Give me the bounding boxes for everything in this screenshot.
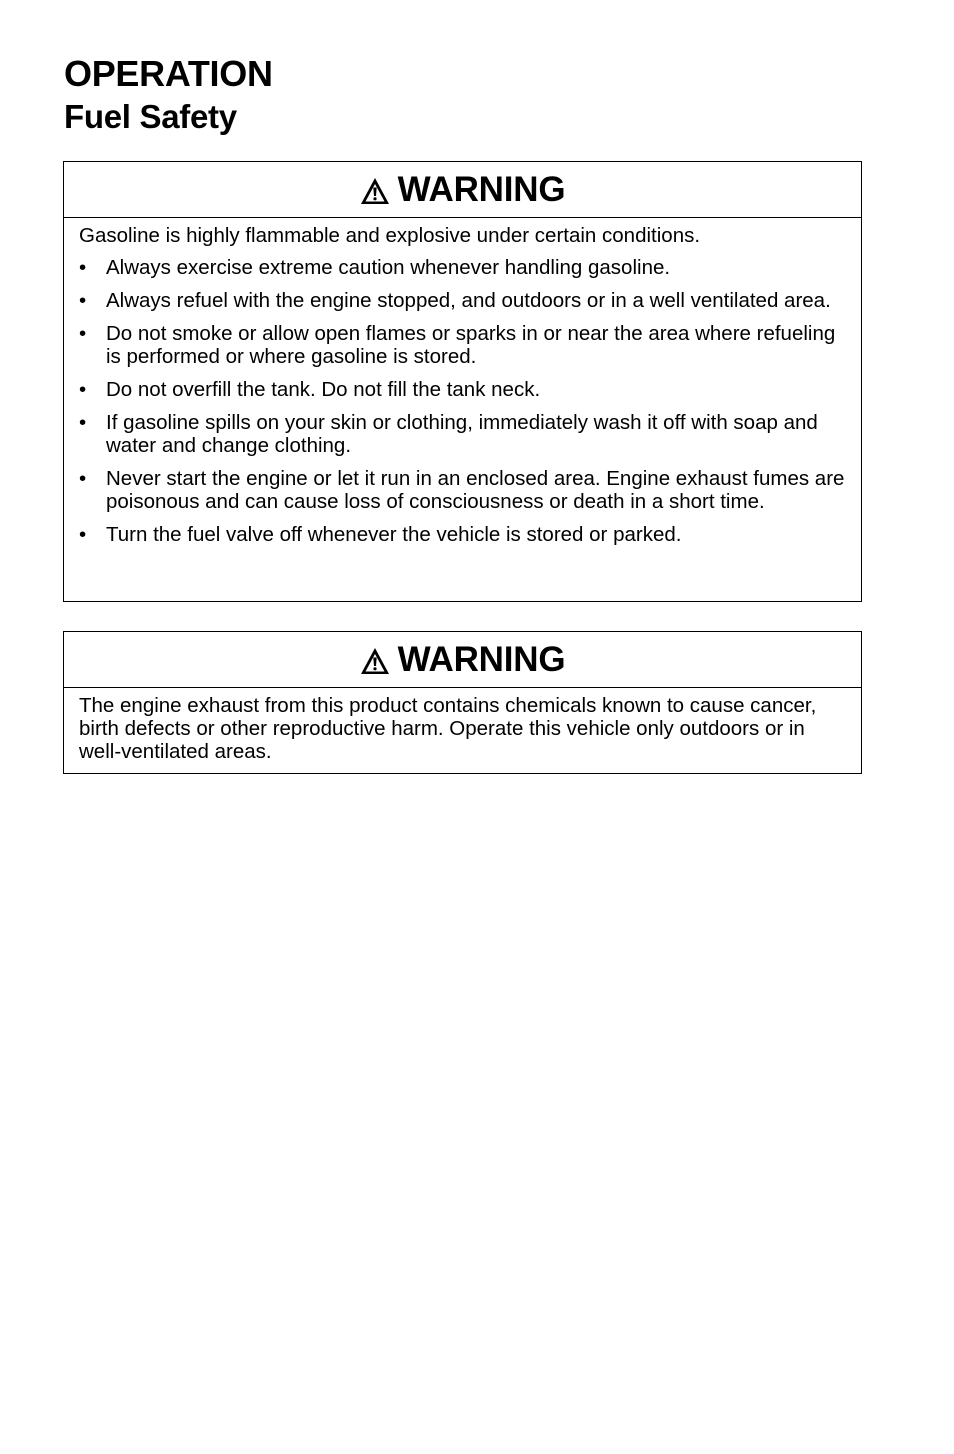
bullet-text: Always refuel with the engine stopped, and outdoors or in a well ventilated area. xyxy=(106,289,831,312)
bullet-text: If gasoline spills on your skin or clothing, immediately wash it off with soap and water and change clothing. xyxy=(106,411,818,457)
bullet-mark: • xyxy=(79,322,87,345)
bullet-text: Never start the engine or let it run in an enclosed area. Engine exhaust fumes are poisonous and can cause loss of consciousness or death in a short time. xyxy=(106,467,845,513)
bullet-text: Always exercise extreme caution whenever handling gasoline. xyxy=(106,256,671,279)
exhaust-warning-box xyxy=(63,631,862,774)
bullet-text: Do not smoke or allow open flames or sparks in or near the area where refueling is performed or where gasoline is stored. xyxy=(106,322,836,368)
warning-body xyxy=(64,218,861,546)
subsection-title: Fuel Safety xyxy=(64,98,237,135)
bullet-text: Do not overfill the tank. Do not fill the tank neck. xyxy=(106,378,541,401)
warning-text: The engine exhaust from this product contains chemicals known to cause cancer, birth defects or other reproductive harm. Operate this vehicle only outdoors or in well-ventilated areas. xyxy=(79,694,817,763)
warning-label: WARNING xyxy=(397,639,566,679)
list-item xyxy=(79,523,847,546)
list-item xyxy=(79,322,847,368)
warning-body xyxy=(64,688,861,763)
bullet-text: Turn the fuel valve off whenever the vehicle is stored or parked. xyxy=(106,523,682,546)
list-item xyxy=(79,378,847,401)
bullet-mark: • xyxy=(79,378,87,401)
warning-label: WARNING xyxy=(397,169,566,209)
bullet-mark: • xyxy=(79,467,87,490)
warning-triangle-icon xyxy=(360,647,390,675)
fuel-warning-box xyxy=(63,161,862,602)
warning-header xyxy=(64,162,861,218)
section-title: OPERATION xyxy=(64,53,273,94)
warning-intro: Gasoline is highly flammable and explosive under certain conditions. xyxy=(79,224,701,247)
list-item xyxy=(79,289,847,312)
bullet-mark: • xyxy=(79,523,87,546)
list-item xyxy=(79,467,847,513)
list-item xyxy=(79,411,847,457)
bullet-mark: • xyxy=(79,256,87,279)
bullet-mark: • xyxy=(79,411,87,434)
warning-header xyxy=(64,632,861,688)
warning-triangle-icon xyxy=(360,177,390,205)
bullet-mark: • xyxy=(79,289,87,312)
list-item xyxy=(79,256,847,279)
warning-bullet-list xyxy=(79,256,847,546)
